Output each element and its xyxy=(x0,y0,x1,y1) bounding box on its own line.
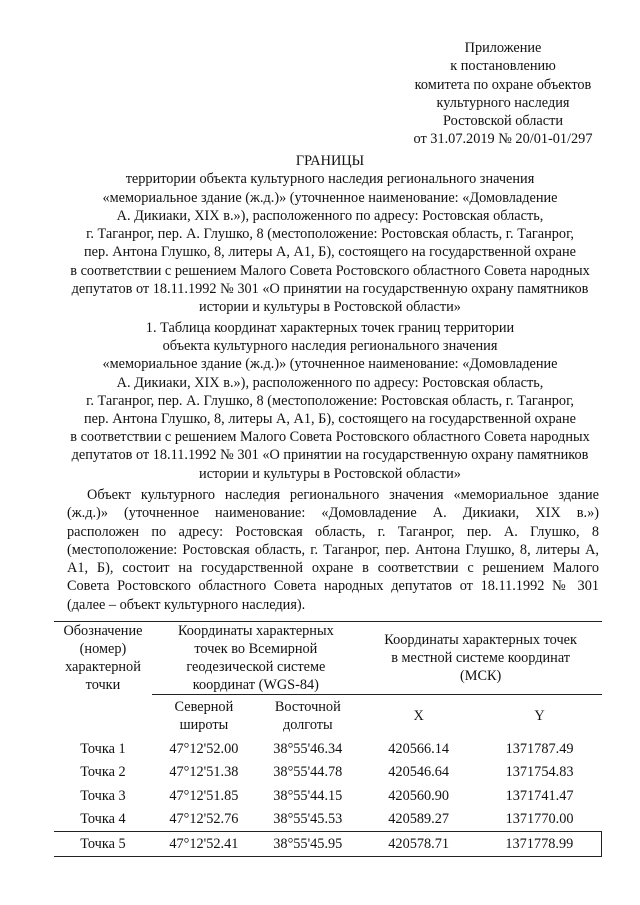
table-title-line: депутатов от 18.11.1992 № 301 «О принятии на государственную охрану памятников xyxy=(71,447,589,464)
header-msk-line: Координаты характерных точек xyxy=(384,632,577,648)
cell-point: Точка 2 xyxy=(80,764,126,781)
header-wgs-line: геодезической системе xyxy=(186,659,326,675)
cell-east: 38°55'45.53 xyxy=(256,808,360,832)
subheader-north-line: Северной xyxy=(174,699,234,715)
paragraph-line: Объект культурного наследия регионального значения «мемориальное здание xyxy=(87,487,599,503)
cell-east: 38°55'44.78 xyxy=(273,764,343,781)
heading-line: пер. Антона Глушко, 8, литеры А, А1, Б), состоящего на государственной охране xyxy=(83,244,577,261)
cell-y: 1371741.47 xyxy=(505,787,574,804)
appendix-block xyxy=(388,39,618,149)
paragraph-line: А1, Б), состоит на государственной охране в соответствии с решением Малого xyxy=(67,560,599,577)
appendix-line: Ростовской области xyxy=(442,113,564,130)
header-wgs xyxy=(152,622,360,695)
table-title-line: г. Таганрог, пер. А. Глушко, 8 (местоположение: Ростовская область, г. Таганрог, xyxy=(86,392,574,409)
cell-x: 420589.27 xyxy=(360,808,478,832)
paragraph-line: (местоположение: Ростовская область, г. Таганрог, пер. Антона Глушко, 8, литеры А, xyxy=(67,541,599,558)
appendix-line: к постановлению xyxy=(450,58,556,75)
heading-line: истории и культуры в Ростовской области» xyxy=(199,299,461,316)
table-title-line: «мемориальное здание (ж.д.)» (уточненное наименование: «Домовладение xyxy=(102,356,558,373)
cell-north: 47°12'52.41 xyxy=(152,832,256,857)
subheader-east-line: долготы xyxy=(282,717,333,733)
appendix-line: комитета по охране объектов xyxy=(414,76,592,93)
table-header-row xyxy=(54,622,602,695)
document-heading xyxy=(30,152,630,317)
table-row xyxy=(54,832,602,857)
subheader-east xyxy=(256,695,360,738)
cell-point: Точка 1 xyxy=(80,740,126,757)
table-row xyxy=(54,784,602,808)
subheader-y: Y xyxy=(478,695,602,738)
cell-point: Точка 4 xyxy=(54,808,152,832)
appendix-line: Приложение xyxy=(464,40,542,56)
cell-x: 420578.71 xyxy=(360,832,478,857)
cell-east: 38°55'45.95 xyxy=(256,832,360,857)
cell-x: 420546.64 xyxy=(388,764,450,781)
cell-point: Точка 5 xyxy=(54,832,152,857)
table-title-line: в соответствии с решением Малого Совета Ростовского областного Совета народных xyxy=(70,429,590,446)
table-row xyxy=(54,808,602,832)
header-point xyxy=(54,622,152,738)
heading-line: в соответствии с решением Малого Совета Ростовского областного Совета народных xyxy=(70,262,590,279)
cell-y: 1371787.49 xyxy=(505,740,574,757)
header-wgs-line: Координаты характерных xyxy=(177,623,334,639)
subheader-north-line: широты xyxy=(179,717,229,733)
heading-line: территории объекта культурного наследия регионального значения xyxy=(125,171,535,188)
coordinates-table xyxy=(54,621,602,857)
subheader-east-line: Восточной xyxy=(274,699,341,715)
paragraph-line: расположен по адресу: Ростовская область, г. Таганрог, пер. А. Глушко, 8 xyxy=(67,523,599,540)
table-title-line: объекта культурного наследия регионального значения xyxy=(162,338,498,355)
header-msk xyxy=(360,622,602,695)
heading-line: «мемориальное здание (ж.д.)» (уточненное наименование: «Домовладение xyxy=(102,189,558,206)
table-title-line: А. Дикиаки, XIX в.»), расположенного по адресу: Ростовская область, xyxy=(116,374,544,391)
heading-title: ГРАНИЦЫ xyxy=(295,153,365,169)
paragraph-line: Совета Ростовского областного Совета народных депутатов от 18.11.1992 № 301 xyxy=(67,578,599,595)
heading-line: депутатов от 18.11.1992 № 301 «О принятии на государственную охрану памятников xyxy=(71,281,589,298)
header-msk-line: (МСК) xyxy=(459,668,502,684)
table-title-line: 1. Таблица координат характерных точек границ территории xyxy=(145,320,515,336)
header-point-line: точки xyxy=(85,677,121,693)
cell-y: 1371754.83 xyxy=(505,764,574,781)
table-title-line: истории и культуры в Ростовской области» xyxy=(199,465,461,482)
appendix-line: культурного наследия xyxy=(436,94,570,111)
cell-point: Точка 3 xyxy=(80,787,126,804)
cell-north: 47°12'51.85 xyxy=(169,787,239,804)
cell-north: 47°12'52.76 xyxy=(152,808,256,832)
cell-north: 47°12'51.38 xyxy=(169,764,239,781)
table-title-line: пер. Антона Глушко, 8, литеры А, А1, Б), состоящего на государственной охране xyxy=(83,411,577,428)
description-paragraph xyxy=(67,486,599,614)
cell-east: 38°55'44.15 xyxy=(273,787,343,804)
header-wgs-line: точек во Всемирной xyxy=(194,641,318,657)
heading-line: г. Таганрог, пер. А. Глушко, 8 (местоположение: Ростовская область, г. Таганрог, xyxy=(86,226,574,243)
table-row xyxy=(54,761,602,785)
cell-y: 1371770.00 xyxy=(478,808,602,832)
cell-x: 420560.90 xyxy=(388,787,450,804)
header-point-line: (номер) xyxy=(79,641,127,657)
subheader-x: X xyxy=(360,695,478,738)
subheader-north xyxy=(152,695,256,738)
cell-y: 1371778.99 xyxy=(478,832,602,857)
heading-line: А. Дикиаки, XIX в.»), расположенного по адресу: Ростовская область, xyxy=(116,207,544,224)
header-point-line: Обозначение xyxy=(63,623,143,639)
appendix-line: от 31.07.2019 № 20/01-01/297 xyxy=(413,131,593,148)
header-wgs-line: координат (WGS-84) xyxy=(192,677,319,693)
cell-north: 47°12'52.00 xyxy=(169,740,239,757)
header-point-line: характерной xyxy=(65,659,141,675)
cell-east: 38°55'46.34 xyxy=(273,740,343,757)
table-title xyxy=(30,319,630,483)
table-row xyxy=(54,737,602,761)
paragraph-line: (далее – объект культурного наследия). xyxy=(67,596,306,613)
cell-x: 420566.14 xyxy=(388,740,450,757)
header-msk-line: в местной системе координат xyxy=(391,650,571,666)
paragraph-line: (ж.д.)» (уточненное наименование: «Домовладение А. Дикиаки, XIX в.») xyxy=(67,505,599,522)
